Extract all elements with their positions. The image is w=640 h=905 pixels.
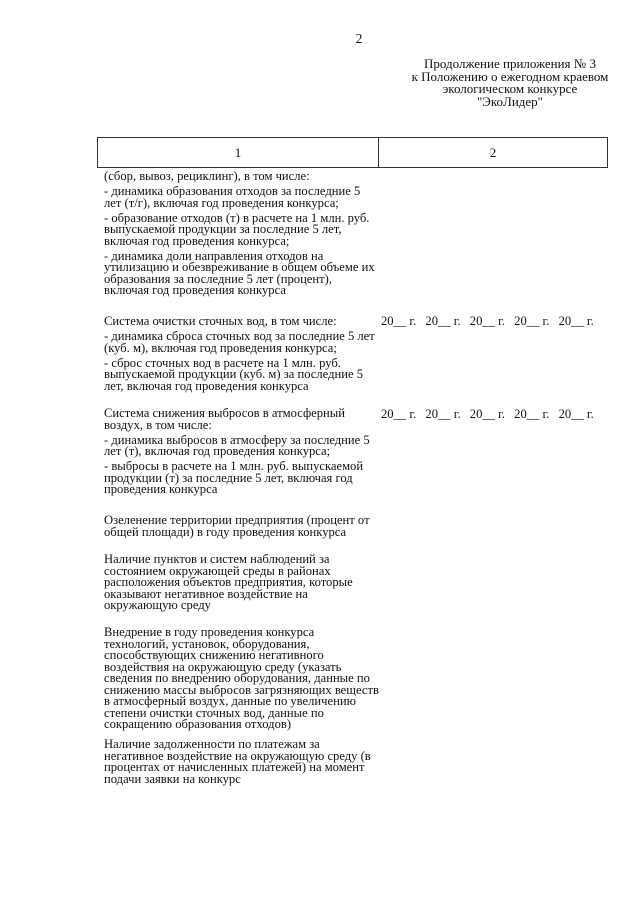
period-row-emissions xyxy=(381,408,600,421)
criterion-text: - выбросы в расчете на 1 млн. руб. выпускаемой продукции (т) за последние 5 лет, включая год проведения конкурса xyxy=(104,459,364,496)
period-cell: 20__ г. xyxy=(514,407,550,421)
criterion-text: Озеленение территории предприятия (процент от общей площади) в году проведения конкурса xyxy=(104,513,370,539)
greening-block xyxy=(104,515,379,542)
criterion-text: Наличие пунктов и систем наблюдений за состоянием окружающей среды в районах расположения объектов предприятия, которые оказывают негативное воздействие на окружающую среду xyxy=(104,552,353,612)
criterion-text: - динамика доли направления отходов на утилизацию и обезвреживание в общем объеме их образования за последние 5 лет (процент), включая год проведения конкурса xyxy=(104,248,375,297)
period-cell: 20__ г. xyxy=(514,314,550,328)
page-number: 2 xyxy=(355,31,363,46)
monitoring-block xyxy=(104,554,379,615)
criterion-text: - сброс сточных вод в расчете на 1 млн. руб. выпускаемой продукции (куб. м) за последние 5 лет, включая год проведения конкурса xyxy=(104,355,364,393)
criterion-text: - образование отходов (т) в расчете на 1 млн. руб. выпускаемой продукции за последние 5 лет, включая год проведения конкурса; xyxy=(104,210,370,248)
period-cell: 20__ г. xyxy=(469,314,506,328)
criterion-text: (сбор, вывоз, рециклинг), в том числе: xyxy=(104,169,310,183)
period-cell: 20__ г. xyxy=(425,407,461,421)
period-cell: 20__ г. xyxy=(469,407,506,421)
period-cell: 20__ г. xyxy=(381,407,417,421)
emissions-block xyxy=(104,408,379,499)
annex-line: к Положению о ежегодном краевом xyxy=(411,68,609,84)
period-cell: 20__ г. xyxy=(425,314,461,328)
period-row-wastewater xyxy=(381,315,600,328)
debt-block xyxy=(104,739,379,789)
period-cell: 20__ г. xyxy=(381,314,417,328)
waste-block xyxy=(104,171,379,300)
criterion-text: - динамика выбросов в атмосферу за последние 5 лет (т), включая год проведения конкурса; xyxy=(104,432,370,458)
wastewater-block xyxy=(104,316,379,396)
annex-line: экологическом конкурсе xyxy=(442,81,578,96)
annex-line: "ЭкоЛидер" xyxy=(476,93,543,109)
criterion-text: - динамика сброса сточных вод за последние 5 лет (куб. м), включая год проведения конкурса; xyxy=(104,329,375,355)
implementation-block xyxy=(104,627,379,734)
period-cell: 20__ г. xyxy=(558,314,594,328)
criterion-text: Система очистки сточных вод, в том числе: xyxy=(104,314,337,328)
criterion-text: - динамика образования отходов за последние 5 лет (т/г), включая год проведения конкурса; xyxy=(104,184,361,210)
annex-line: Продолжение приложения № 3 xyxy=(424,56,596,71)
column-number-1: 1 xyxy=(234,145,242,160)
annex-header xyxy=(395,58,625,108)
criterion-text: Внедрение в году проведения конкурса технологий, установок, оборудования, способствующих снижению негативного воздействия на окружающую среду (указать сведения по внедрению оборудования, данные по снижению массы выбросов загрязняющих веществ в атмосферный воздух, данные по увеличению степени очистки сточных вод, данные по сокращению образования отходов) xyxy=(104,625,379,731)
criterion-text: Наличие задолженности по платежам за негативное воздействие на окружающую среду (в процентах от начисленных платежей) на момент подачи заявки на конкурс xyxy=(104,737,371,786)
table-header xyxy=(97,137,608,168)
criterion-text: Система снижения выбросов в атмосферный воздух, в том числе: xyxy=(104,406,345,432)
period-cell: 20__ г. xyxy=(558,407,594,421)
column-number-2: 2 xyxy=(489,145,497,160)
